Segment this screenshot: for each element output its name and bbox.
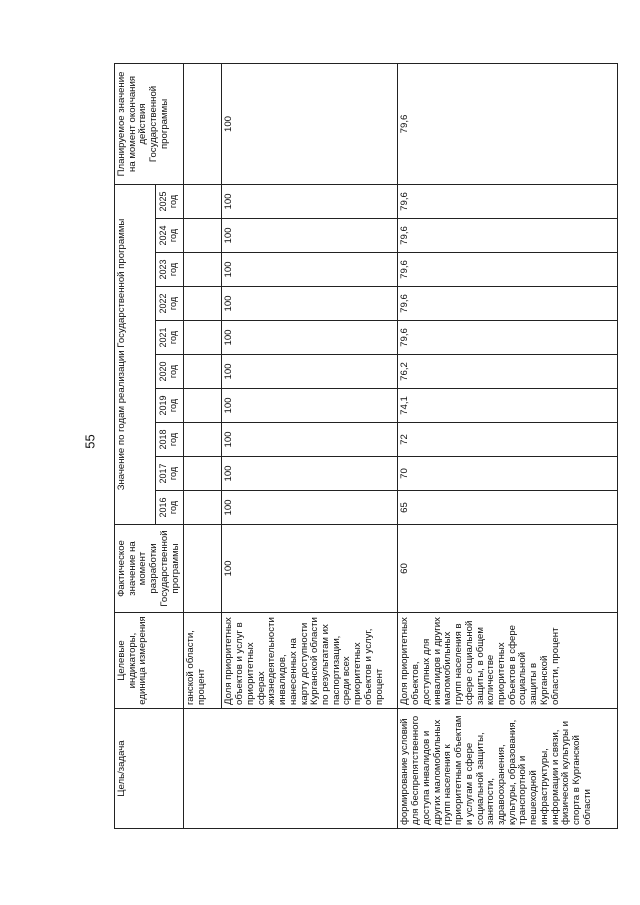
header-row-1 — [115, 63, 156, 828]
header-year-2025: 2025 год — [155, 184, 184, 218]
year-value — [184, 219, 222, 253]
year-value: 100 — [222, 457, 398, 491]
rotated-table-area — [114, 64, 608, 829]
indicator-cell: Доля приоритетных объектов, доступных для инвалидов и других маломобильных групп населения в сфере социальной защиты, в общем количестве приоритетных объектов в сфере социальной защиты в Курганской области, процент — [398, 613, 618, 709]
year-value: 70 — [398, 457, 618, 491]
year-value — [184, 184, 222, 218]
year-value — [184, 491, 222, 525]
planned-value: 100 — [222, 63, 398, 184]
year-value — [184, 423, 222, 457]
header-year-2020: 2020 год — [155, 355, 184, 389]
indicator-cell: ганской области, процент — [184, 613, 222, 709]
year-value: 79,6 — [398, 287, 618, 321]
actual-value — [184, 525, 222, 613]
year-value: 72 — [398, 423, 618, 457]
actual-value: 100 — [222, 525, 398, 613]
header-year-2018: 2018 год — [155, 423, 184, 457]
actual-value: 60 — [398, 525, 618, 613]
year-value: 100 — [222, 389, 398, 423]
year-value — [184, 321, 222, 355]
header-indicators: Целевые индикаторы, единица измерения — [115, 613, 184, 709]
header-year-2021: 2021 год — [155, 321, 184, 355]
year-value: 100 — [222, 321, 398, 355]
year-value: 74,1 — [398, 389, 618, 423]
year-value: 100 — [222, 423, 398, 457]
header-year-2016: 2016 год — [155, 491, 184, 525]
header-year-2017: 2017 год — [155, 457, 184, 491]
year-value: 100 — [222, 253, 398, 287]
header-by-years: Значение по годам реализации Государственной программы — [115, 184, 156, 524]
header-goal: Цель/задача — [115, 709, 184, 829]
planned-value — [184, 63, 222, 184]
header-year-2023: 2023 год — [155, 253, 184, 287]
year-value: 79,6 — [398, 219, 618, 253]
year-value — [184, 253, 222, 287]
year-value: 76,2 — [398, 355, 618, 389]
header-year-2022: 2022 год — [155, 287, 184, 321]
header-year-2024: 2024 год — [155, 219, 184, 253]
year-value — [184, 287, 222, 321]
year-value: 79,6 — [398, 321, 618, 355]
page-number: 55 — [82, 434, 98, 449]
year-value — [184, 355, 222, 389]
table-row — [184, 63, 222, 828]
header-year-2019: 2019 год — [155, 389, 184, 423]
year-value: 100 — [222, 287, 398, 321]
indicators-table — [114, 63, 618, 829]
year-value: 79,6 — [398, 253, 618, 287]
planned-value: 79,6 — [398, 63, 618, 184]
year-value: 65 — [398, 491, 618, 525]
goal-cell: формирование условий для беспрепятственного доступа инвалидов и других маломобильных групп населения к приоритетным объектам и услугам в сфере социальной защиты, занятости, здравоохранения, культуры, образования, транспортной и пешеходной инфраструктуры, информации и связи, физической культуры и спорта в Курганской области — [398, 709, 618, 829]
year-value — [184, 389, 222, 423]
year-value: 100 — [222, 355, 398, 389]
year-value: 79,6 — [398, 184, 618, 218]
goal-cell — [184, 709, 398, 829]
year-value: 100 — [222, 184, 398, 218]
header-planned: Планируемое значение на момент окончания действия Государственной программы — [115, 63, 184, 184]
indicator-cell: Доля приоритетных объектов и услуг в приоритетных сферах жизнедеятельности инвалидов, нанесенных на карту доступности Курганской области по результатам их паспортизации, среди всех приоритетных объектов и услуг, процент — [222, 613, 398, 709]
year-value: 100 — [222, 491, 398, 525]
table-row — [398, 63, 618, 828]
year-value: 100 — [222, 219, 398, 253]
header-actual: Фактическое значение на момент разработки Государственной программы — [115, 525, 184, 613]
year-value — [184, 457, 222, 491]
